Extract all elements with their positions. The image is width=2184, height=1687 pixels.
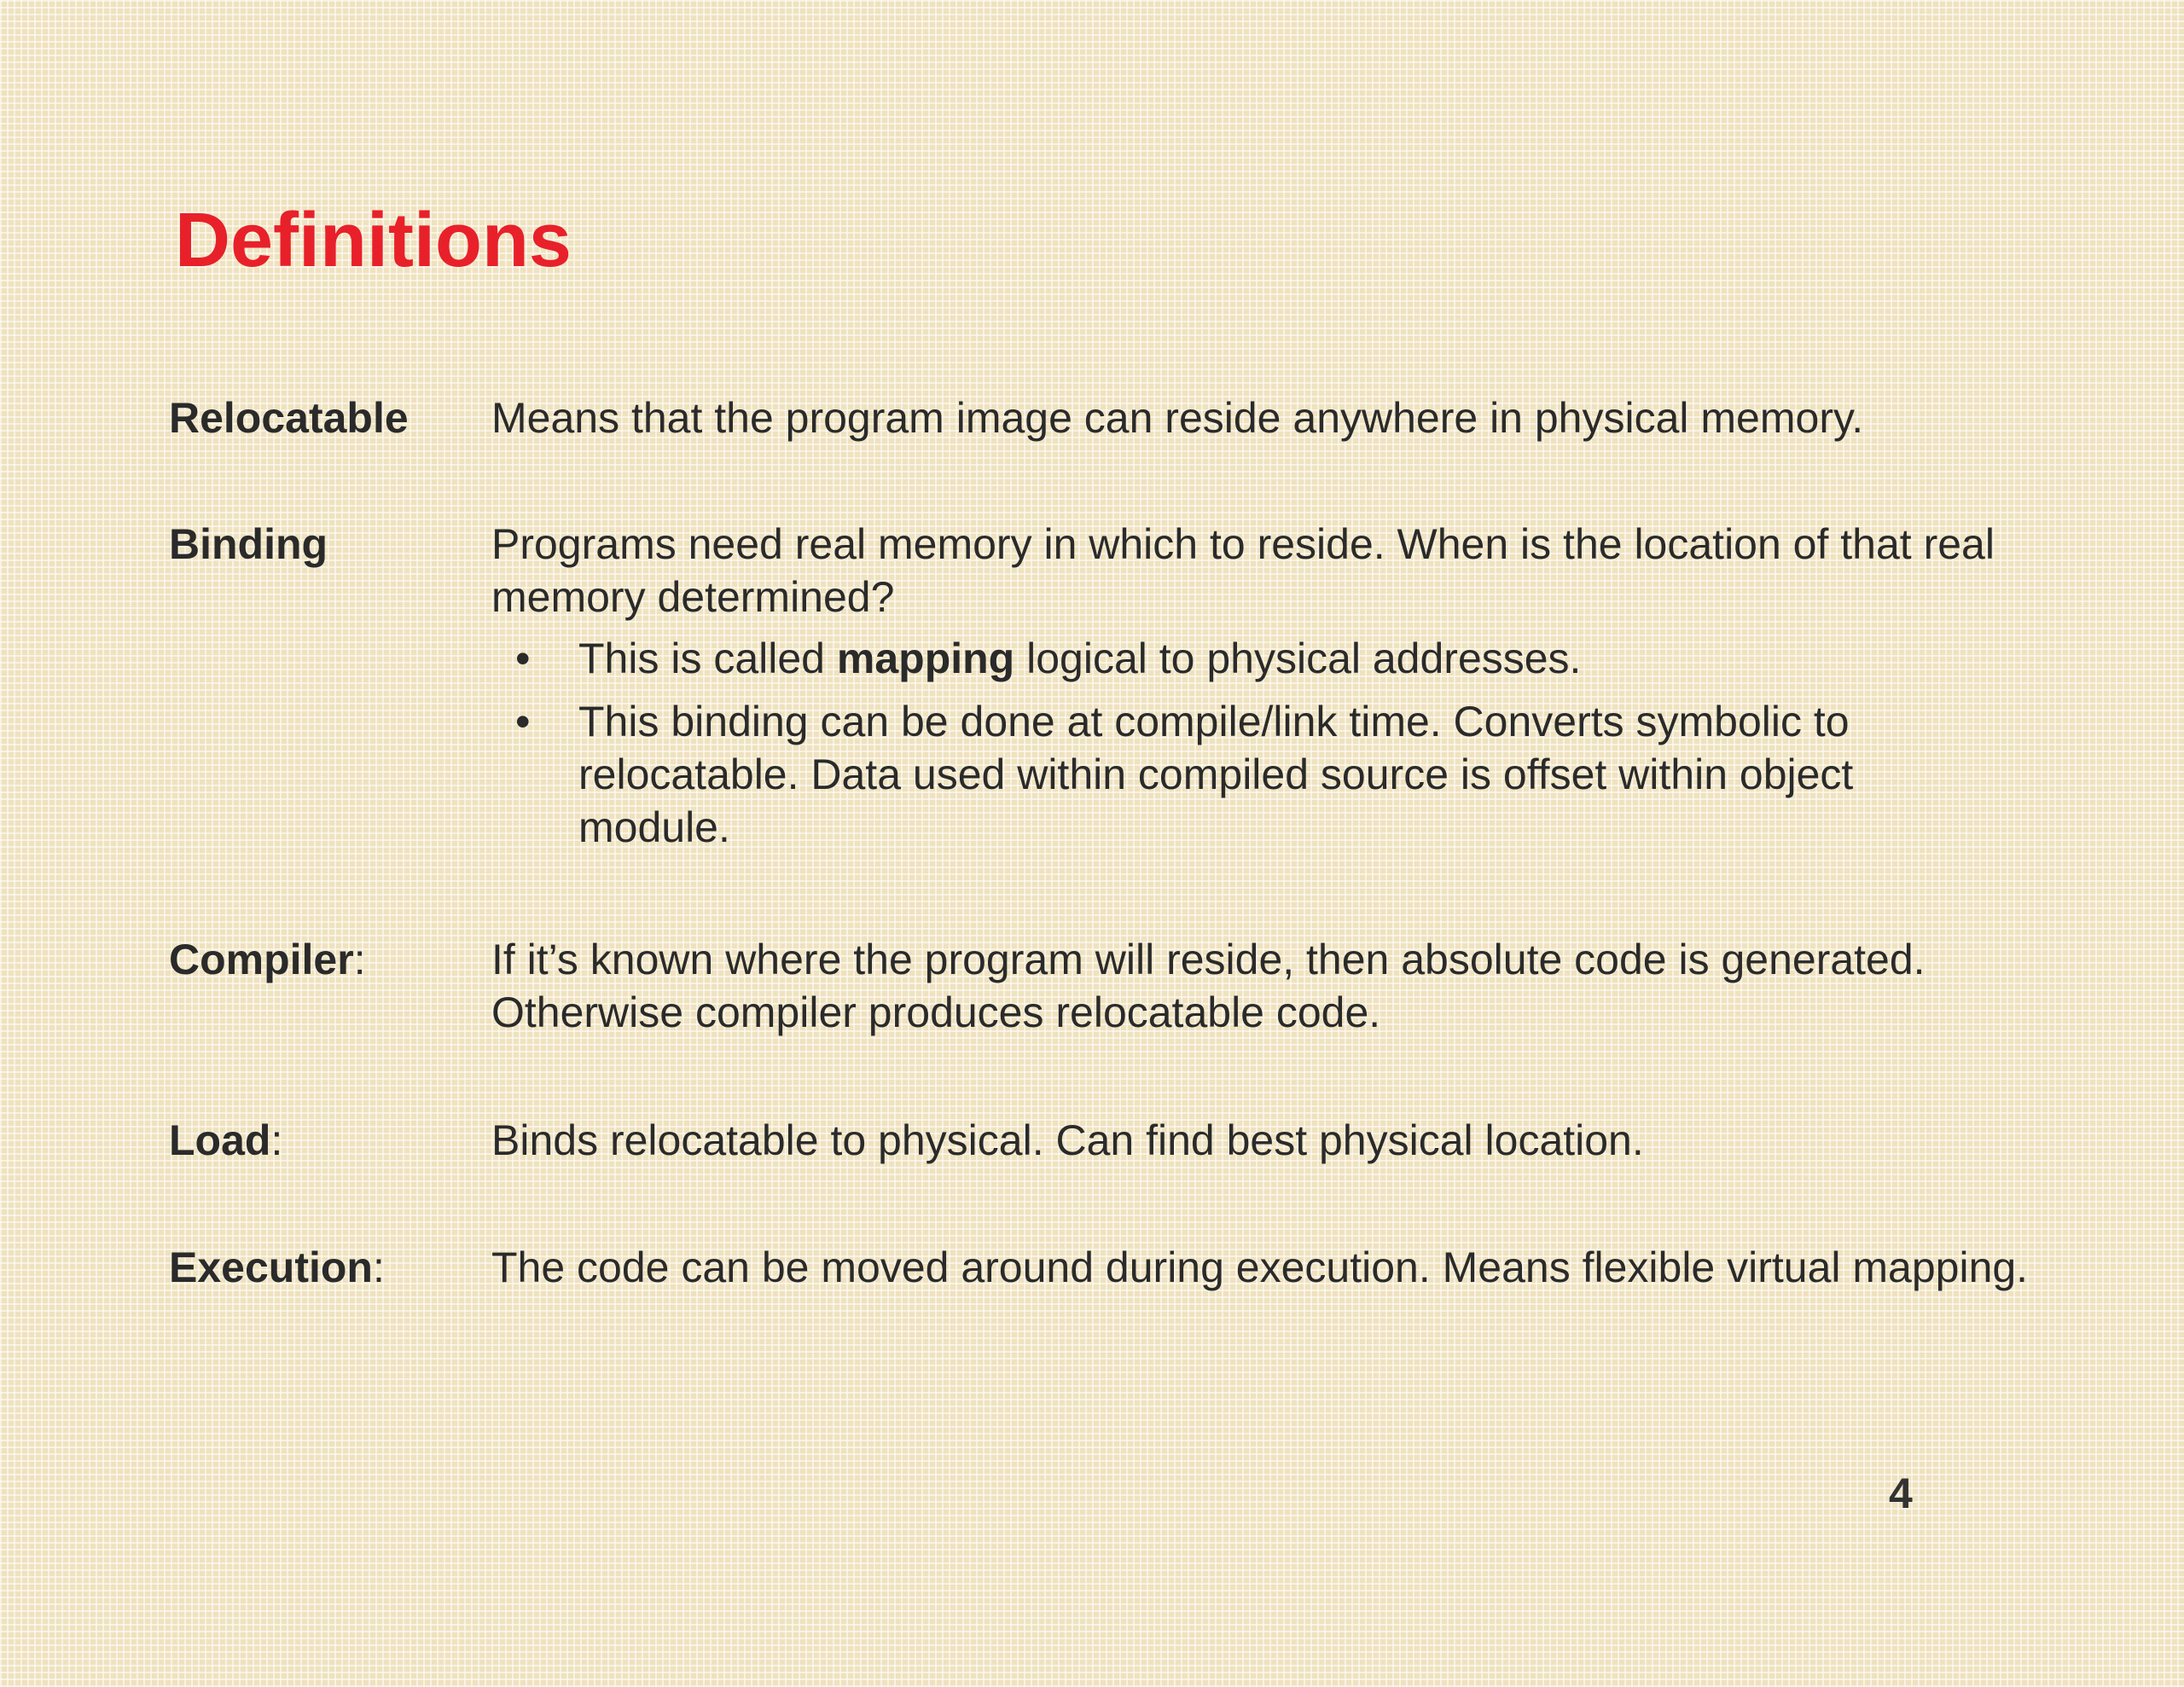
term-label: Compiler bbox=[169, 936, 354, 983]
bullet-icon: • bbox=[515, 698, 531, 745]
term-label: Relocatable bbox=[169, 394, 409, 442]
term-relocatable bbox=[169, 391, 409, 444]
definition-relocatable: Means that the program image can reside anywhere in physical memory. bbox=[491, 394, 1864, 442]
bullet-item bbox=[491, 695, 1978, 854]
term-label: Load bbox=[169, 1116, 271, 1164]
bullet-icon: • bbox=[515, 635, 531, 682]
bullet-text-bold: mapping bbox=[836, 635, 1015, 682]
term-compiler bbox=[169, 933, 366, 986]
binding-bullet-list bbox=[491, 632, 2053, 854]
term-label: Execution bbox=[169, 1244, 373, 1291]
definition-binding-text: Programs need real memory in which to reside. When is the location of that real memory determined? bbox=[491, 520, 1995, 621]
term-execution bbox=[169, 1241, 385, 1294]
definition-load: Binds relocatable to physical. Can find best physical location. bbox=[491, 1116, 1644, 1164]
term-binding bbox=[169, 518, 328, 571]
page-number: 4 bbox=[1889, 1470, 1913, 1517]
term-colon: : bbox=[270, 1116, 283, 1164]
bullet-item bbox=[491, 632, 1978, 685]
slide-title: Definitions bbox=[175, 198, 572, 283]
bullet-text-after: logical to physical addresses. bbox=[1014, 635, 1582, 682]
term-load bbox=[169, 1114, 282, 1167]
definition-execution: The code can be moved around during execution. Means flexible virtual mapping. bbox=[491, 1244, 2029, 1291]
term-label: Binding bbox=[169, 520, 328, 568]
term-colon: : bbox=[372, 1244, 385, 1291]
bullet-text-before: This is called bbox=[578, 635, 837, 682]
bullet-text: This binding can be done at compile/link time. Converts symbolic to relocatable. Data used within compiled source is offset within object module. bbox=[578, 698, 1854, 851]
term-colon: : bbox=[353, 936, 366, 983]
definition-binding bbox=[491, 518, 2053, 864]
definition-compiler: If it’s known where the program will reside, then absolute code is generated. Otherwise compiler produces relocatable code. bbox=[491, 936, 1926, 1036]
